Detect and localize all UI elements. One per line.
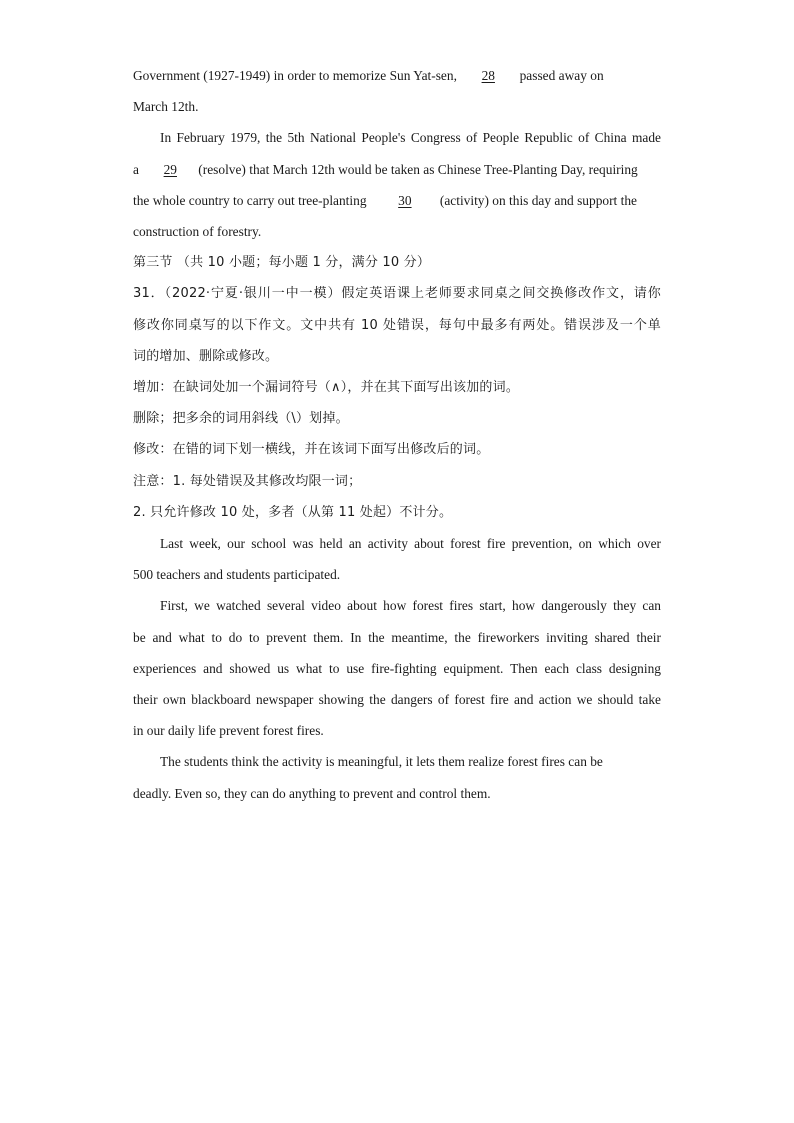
text-segment: (activity) on this day and support the — [439, 192, 637, 208]
essay-p2-line-3: experiences and showed us what to use fire-fighting equipment. Then each class designing — [133, 660, 661, 676]
paragraph-a-line-1 — [133, 60, 661, 91]
essay-p1-line-2: 500 teachers and students participated. — [133, 567, 341, 583]
instruction-add: 增加：在缺词处加一个漏词符号（∧），并在其下面写出该加的词。 — [133, 379, 520, 395]
instruction-modify: 修改：在错的词下划一横线，并在该词下面写出修改后的词。 — [133, 442, 490, 458]
text-segment: Government (1927-1949) in order to memorize Sun Yat-sen, — [133, 68, 461, 83]
paragraph-b-line-1: In February 1979, the 5th National People's Congress of People Republic of China made — [160, 130, 661, 146]
essay-p2-line-2: be and what to do to prevent them. In the meantime, the fireworkers inviting shared their — [133, 629, 661, 645]
document-page — [133, 60, 661, 809]
paragraph-b-line-4: construction of forestry. — [133, 224, 262, 239]
text-segment: (resolve) that March 12th would be taken as Chinese Tree-Planting Day, requiring — [198, 161, 638, 177]
blank-29: 29 — [163, 161, 177, 177]
text-segment: the whole country to carry out tree-planting — [133, 192, 370, 208]
question-31-line-3: 词的增加、删除或修改。 — [133, 348, 279, 364]
text-segment: passed away on — [516, 68, 604, 83]
essay-p3-line-1: The students think the activity is meaningful, it lets them realize forest fires can be — [160, 754, 603, 770]
essay-p2-line-1: First, we watched several video about how forest fires start, how dangerously they can — [160, 598, 661, 614]
blank-28: 28 — [481, 68, 495, 83]
question-31-line-1: 31．（2022·宁夏·银川一中一模）假定英语课上老师要求同桌之间交换修改作文，请你 — [133, 286, 661, 302]
section-3-title: 第三节 （共 10 小题；每小题 1 分，满分 10 分） — [133, 255, 431, 271]
paragraph-a-line-2: March 12th. — [133, 99, 199, 115]
essay-p3-line-2: deadly. Even so, they can do anything to prevent and control them. — [133, 785, 491, 801]
note-2: 2. 只允许修改 10 处，多者（从第 11 处起）不计分。 — [133, 504, 453, 520]
essay-p2-line-4: their own blackboard newspaper showing the dangers of forest fire and action we should take — [133, 691, 661, 707]
essay-p2-line-5: in our daily life prevent forest fires. — [133, 723, 324, 739]
paragraph-b-line-3 — [133, 185, 661, 216]
essay-p1-line-1: Last week, our school was held an activity about forest fire prevention, on which over — [160, 536, 661, 551]
note-1: 注意：1. 每处错误及其修改均限一词； — [133, 473, 362, 489]
text-segment: a — [133, 161, 143, 177]
blank-30: 30 — [398, 192, 412, 208]
instruction-delete: 删除；把多余的词用斜线（\）划掉。 — [133, 411, 349, 427]
paragraph-b-line-2 — [133, 154, 661, 185]
question-31-line-2: 修改你同桌写的以下作文。文中共有 10 处错误，每句中最多有两处。错误涉及一个单 — [133, 317, 661, 333]
